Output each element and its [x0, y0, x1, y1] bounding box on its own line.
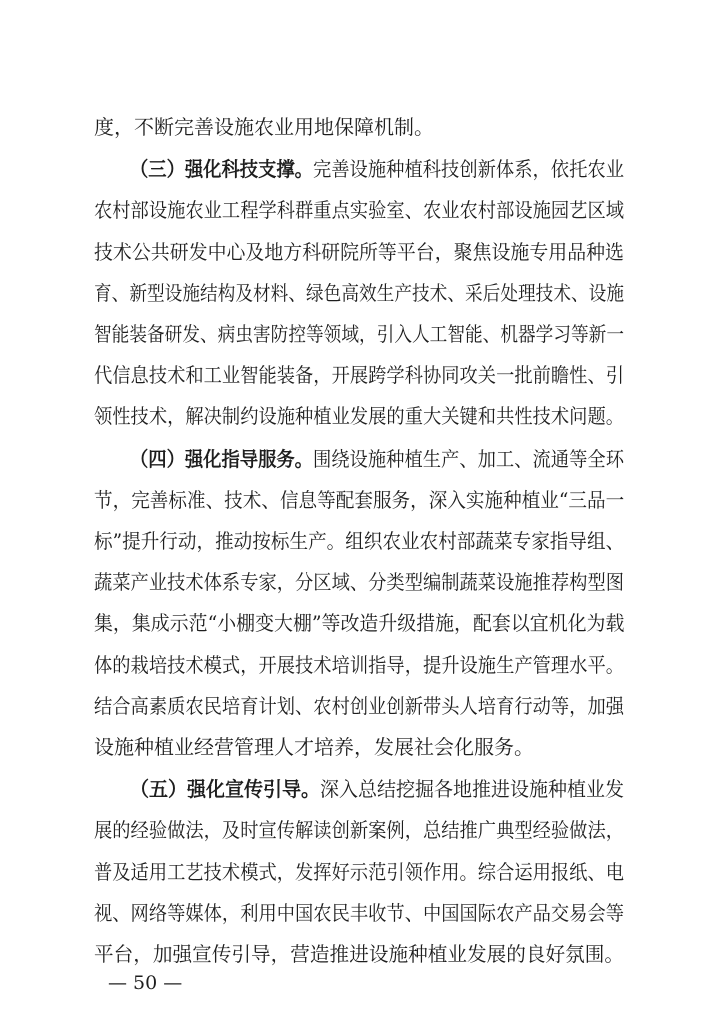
body-text-line: 农村部设施农业工程学科群重点实验室、农业农村部设施园艺区域	[94, 198, 625, 222]
body-text-line: 领性技术，解决制约设施种植业发展的重大关键和共性技术问题。	[94, 404, 625, 428]
body-text-line: 节，完善标准、技术、信息等配套服务，深入实施种植业“三品一	[94, 488, 625, 512]
section-heading-publicity: （五）强化宣传引导。	[130, 777, 320, 801]
body-text-line: 体的栽培技术模式，开展技术培训指导，提升设施生产管理水平。	[94, 653, 625, 677]
page-number: — 50 —	[108, 972, 183, 994]
body-text: 围绕设施种植生产、加工、流通等全环	[312, 447, 624, 471]
body-text-line: 技术公共研发中心及地方科研院所等平台，聚焦设施专用品种选	[94, 240, 624, 264]
section-first-line	[130, 446, 624, 472]
section-first-line	[130, 776, 624, 802]
body-text-line: 设施种植业经营管理人才培养，发展社会化服务。	[94, 735, 534, 759]
body-text-line: 度，不断完善设施农业用地保障机制。	[94, 115, 434, 139]
body-text-line: 集，集成示范“小棚变大棚”等改造升级措施，配套以宜机化为载	[94, 611, 625, 635]
body-text-line: 蔬菜产业技术体系专家，分区域、分类型编制蔬菜设施推荐构型图	[94, 570, 625, 594]
body-text-line: 视、网络等媒体，利用中国农民丰收节、中国国际农产品交易会等	[94, 901, 625, 925]
section-heading-guidance-service: （四）强化指导服务。	[130, 447, 313, 471]
body-text-line: 代信息技术和工业智能装备，开展跨学科协同攻关一批前瞻性、引	[94, 363, 625, 387]
body-text: 深入总结挖掘各地推进设施种植业发	[320, 777, 624, 801]
body-text-line: 育、新型设施结构及材料、绿色高效生产技术、采后处理技术、设施	[94, 281, 624, 305]
body-text-line: 结合高素质农民培育计划、农村创业创新带头人培育行动等，加强	[94, 694, 625, 718]
body-text-line: 平台，加强宣传引导，营造推进设施种植业发展的良好氛围。	[94, 942, 625, 966]
body-text-line: 普及适用工艺技术模式，发挥好示范引领作用。综合运用报纸、电	[94, 860, 625, 884]
body-text-line: 展的经验做法，及时宣传解读创新案例，总结推广典型经验做法，	[94, 818, 625, 842]
section-first-line	[130, 156, 624, 182]
body-text-line: 标”提升行动，推动按标生产。组织农业农村部蔬菜专家指导组、	[94, 529, 625, 553]
body-text-line: 智能装备研发、病虫害防控等领域，引入人工智能、机器学习等新一	[94, 322, 624, 346]
body-text: 完善设施种植科技创新体系，依托农业	[312, 157, 624, 181]
section-heading-science-tech: （三）强化科技支撑。	[130, 157, 313, 181]
